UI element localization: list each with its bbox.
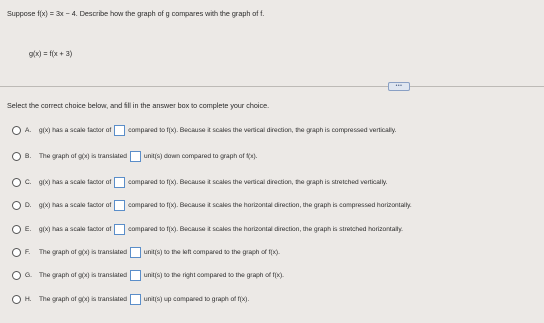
choice-c-text-after: compared to f(x). Because it scales the vertical direction, the graph is stretched vertically. (128, 178, 388, 186)
choice-a-answer-box[interactable] (114, 125, 125, 136)
choice-e-answer-box[interactable] (114, 224, 125, 235)
choice-h-text-before: The graph of g(x) is translated (39, 295, 127, 303)
choice-h-answer-box[interactable] (130, 294, 141, 305)
choice-c-text-before: g(x) has a scale factor of (39, 178, 112, 186)
divider (0, 86, 544, 87)
choice-e[interactable] (12, 222, 403, 236)
choice-f-letter: F. (25, 248, 31, 256)
choice-c[interactable] (12, 175, 388, 189)
choice-g-letter: G. (25, 271, 32, 279)
choice-c-letter: C. (25, 178, 32, 186)
choice-f-radio[interactable] (12, 248, 21, 257)
choice-g-answer-box[interactable] (130, 270, 141, 281)
choice-g-text-before: The graph of g(x) is translated (39, 271, 127, 279)
question-prompt: Suppose f(x) = 3x − 4. Describe how the graph of g compares with the graph of f. (7, 9, 265, 18)
choice-h[interactable] (12, 292, 249, 306)
choice-g-radio[interactable] (12, 271, 21, 280)
choice-c-radio[interactable] (12, 178, 21, 187)
choice-a-letter: A. (25, 126, 32, 134)
choice-f-answer-box[interactable] (130, 247, 141, 258)
choice-a[interactable] (12, 123, 396, 137)
choice-d-letter: D. (25, 201, 32, 209)
choice-f-text-before: The graph of g(x) is translated (39, 248, 127, 256)
choice-b-text-after: unit(s) down compared to graph of f(x). (143, 152, 258, 160)
choice-g[interactable] (12, 268, 284, 282)
choice-b[interactable] (12, 149, 258, 163)
choice-a-text-after: compared to f(x). Because it scales the vertical direction, the graph is compressed vertically. (128, 126, 397, 134)
choice-d-radio[interactable] (12, 201, 21, 210)
choice-b-letter: B. (25, 152, 32, 160)
choice-e-text-before: g(x) has a scale factor of (39, 225, 112, 233)
choice-h-letter: H. (25, 295, 32, 303)
choice-a-radio[interactable] (12, 126, 21, 135)
choice-f[interactable] (12, 245, 280, 259)
choice-b-radio[interactable] (12, 152, 21, 161)
choice-d[interactable] (12, 198, 412, 212)
choice-a-text-before: g(x) has a scale factor of (39, 126, 112, 134)
expand-more-button[interactable]: ••• (388, 82, 410, 91)
choice-c-answer-box[interactable] (114, 177, 125, 188)
choice-b-answer-box[interactable] (130, 151, 141, 162)
choice-e-text-after: compared to f(x). Because it scales the horizontal direction, the graph is stretched horizontally. (128, 225, 403, 233)
choice-e-letter: E. (25, 225, 32, 233)
choice-d-text-before: g(x) has a scale factor of (39, 201, 112, 209)
choice-h-text-after: unit(s) up compared to graph of f(x). (143, 295, 250, 303)
choice-d-answer-box[interactable] (114, 200, 125, 211)
given-function: g(x) = f(x + 3) (29, 49, 73, 58)
choice-g-text-after: unit(s) to the right compared to the graph of f(x). (143, 271, 284, 279)
instruction-text: Select the correct choice below, and fill in the answer box to complete your choice. (7, 101, 270, 110)
choice-e-radio[interactable] (12, 225, 21, 234)
choice-h-radio[interactable] (12, 295, 21, 304)
choice-f-text-after: unit(s) to the left compared to the graph of f(x). (143, 248, 280, 256)
choice-d-text-after: compared to f(x). Because it scales the horizontal direction, the graph is compressed horizontally. (128, 201, 412, 209)
choice-b-text-before: The graph of g(x) is translated (39, 152, 127, 160)
